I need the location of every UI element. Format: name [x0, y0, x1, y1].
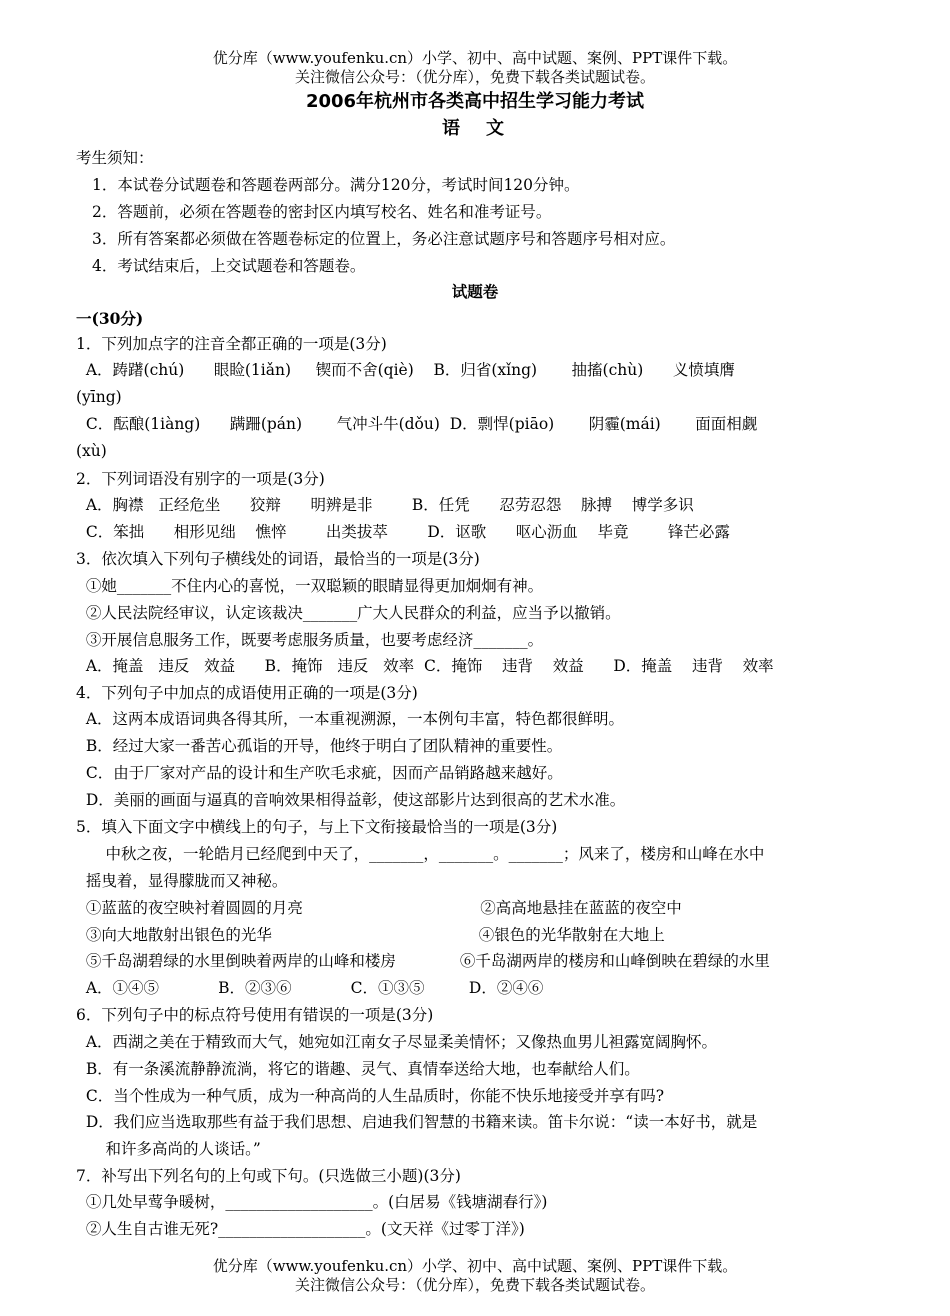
question-line: ①几处早莺争暖树，___________________。(白居易《钱塘湖春行》)	[76, 1193, 548, 1211]
question-line: 1．下列加点字的注音全都正确的一项是(3分)	[76, 335, 387, 353]
question-line: 中秋之夜，一轮皓月已经爬到中天了，_______，_______。_______；风来了，楼房和山峰在水中	[76, 845, 765, 863]
question-line: 4．下列句子中加点的成语使用正确的一项是(3分)	[76, 684, 418, 702]
question-line: C．由于厂家对产品的设计和生产吹毛求疵，因而产品销路越来越好。	[76, 764, 563, 782]
question-line: ③向大地散射出银色的光华 ④银色的光华散射在大地上	[76, 926, 665, 944]
header-line-2: 关注微信公众号：（优分库），免费下载各类试题试卷。	[294, 68, 655, 86]
question-line: ②人生自古谁无死?___________________。(文天祥《过零丁洋》)	[76, 1220, 525, 1238]
question-line: ②人民法院经审议，认定该裁决_______广大人民群众的利益，应当予以撤销。	[76, 604, 621, 622]
question-line: D．我们应当选取那些有益于我们思想、启迪我们智慧的书籍来读。笛卡尔说：“读一本好书，就是	[76, 1113, 758, 1131]
part-heading: 一(30分)	[76, 309, 144, 328]
notice-item: 1．本试卷分试题卷和答题卷两部分。满分120分，考试时间120分钟。	[92, 176, 580, 194]
question-line: ①她_______不住内心的喜悦，一双聪颖的眼睛显得更加炯炯有神。	[76, 577, 544, 595]
question-line: 摇曳着，显得朦胧而又神秘。	[76, 872, 288, 890]
notice-item: 3．所有答案都必须做在答题卷标定的位置上，务必注意试题序号和答题序号相对应。	[92, 230, 676, 248]
question-line: A．胸襟 正经危坐 狡辩 明辨是非 B．任凭 忍劳忍怨 脉搏 博学多识	[76, 496, 694, 514]
question-line: A．这两本成语词典各得其所，一本重视溯源，一本例句丰富，特色都很鲜明。	[76, 710, 625, 728]
notice-item: 2．答题前，必须在答题卷的密封区内填写校名、姓名和准考证号。	[92, 203, 552, 221]
question-line: A．掩盖 违反 效益 B．掩饰 违反 效率 C．掩饰 违背 效益 D．掩盖 违背 效率	[76, 657, 774, 675]
question-line: C．酝酿(1iàng) 蹒跚(pán) 气冲斗牛(dǒu) D．剽悍(piāo) 阴霾(mái) 面面相觑	[76, 415, 758, 433]
question-line: A．踌躇(chú) 眼睑(1iǎn) 锲而不舍(qiè) B．归省(xǐng) 抽搐(chù) 义愤填膺	[76, 361, 735, 379]
exam-title: 2006年杭州市各类高中招生学习能力考试	[305, 91, 645, 112]
footer-line-1: 优分库（www.youfenku.cn）小学、初中、高中试题、案例、PPT课件下载。	[212, 1257, 738, 1275]
header-line-1: 优分库（www.youfenku.cn）小学、初中、高中试题、案例、PPT课件下载。	[212, 49, 738, 67]
question-line: 3．依次填入下列句子横线处的词语，最恰当的一项是(3分)	[76, 550, 480, 568]
question-line: ⑤千岛湖碧绿的水里倒映着两岸的山峰和楼房 ⑥千岛湖两岸的楼房和山峰倒映在碧绿的水里	[76, 952, 770, 970]
question-line: ③开展信息服务工作，既要考虑服务质量，也要考虑经济_______。	[76, 631, 544, 649]
question-line: 和许多高尚的人谈话。”	[76, 1140, 261, 1158]
question-line: B．经过大家一番苦心孤诣的开导，他终于明白了团队精神的重要性。	[76, 737, 563, 755]
footer-line-2: 关注微信公众号：（优分库），免费下载各类试题试卷。	[294, 1276, 655, 1294]
question-line: 2．下列词语没有别字的一项是(3分)	[76, 470, 325, 488]
notice-item: 4．考试结束后，上交试题卷和答题卷。	[92, 257, 366, 275]
question-line: 6．下列句子中的标点符号使用有错误的一项是(3分)	[76, 1006, 434, 1024]
section-label: 试题卷	[451, 282, 499, 301]
question-line: ①蓝蓝的夜空映衬着圆圆的月亮 ②高高地悬挂在蓝蓝的夜空中	[76, 899, 682, 917]
question-line: C．笨拙 相形见绌 憔悴 出类拔萃 D．讴歌 呕心沥血 毕竟 锋芒必露	[76, 523, 730, 541]
question-line: A．①④⑤ B．②③⑥ C．①③⑤ D．②④⑥	[76, 979, 544, 997]
question-line: 7．补写出下列名句的上句或下句。(只选做三小题)(3分)	[76, 1167, 461, 1185]
question-line: 5．填入下面文字中横线上的句子，与上下文衔接最恰当的一项是(3分)	[76, 818, 558, 836]
question-line: B．有一条溪流静静流淌，将它的谐趣、灵气、真情奉送给大地，也奉献给人们。	[76, 1060, 640, 1078]
notice-heading: 考生须知：	[76, 149, 154, 167]
subject-title: 语 文	[442, 118, 508, 139]
question-line: A．西湖之美在于精致而大气，她宛如江南女子尽显柔美情怀；又像热血男儿袒露宽阔胸怀。	[76, 1033, 718, 1051]
question-line: (yīng)	[76, 388, 122, 406]
question-line: (xù)	[76, 442, 107, 460]
question-line: D．美丽的画面与逼真的音响效果相得益彰，使这部影片达到很高的艺术水准。	[76, 791, 626, 809]
question-line: C．当个性成为一种气质，成为一种高尚的人生品质时，你能不快乐地接受并享有吗?	[76, 1087, 665, 1105]
